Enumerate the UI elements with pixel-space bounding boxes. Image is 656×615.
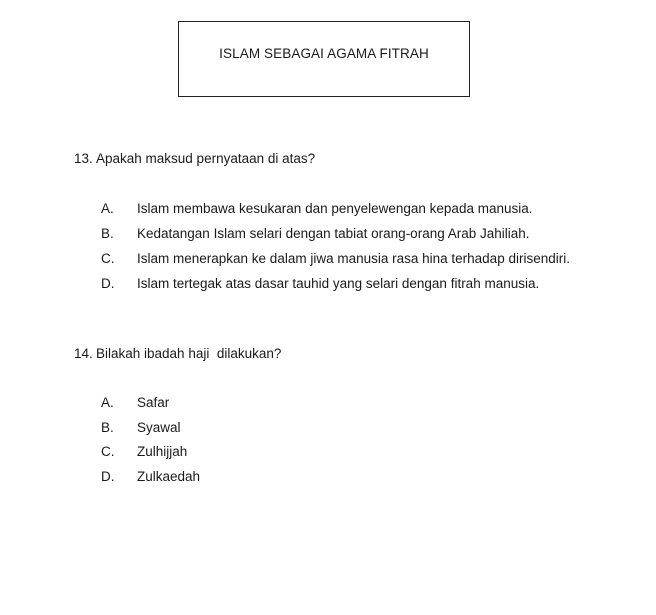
title-box xyxy=(178,21,470,97)
question-text: Bilakah ibadah haji dilakukan? xyxy=(96,346,282,361)
option-14-d[interactable] xyxy=(101,469,200,484)
option-text: Islam tertegak atas dasar tauhid yang selari dengan fitrah manusia. xyxy=(137,276,540,291)
page-title: ISLAM SEBAGAI AGAMA FITRAH xyxy=(219,46,429,61)
option-13-b[interactable] xyxy=(101,226,530,241)
question-number: 14. xyxy=(74,346,93,361)
option-letter: D. xyxy=(101,276,115,291)
option-13-a[interactable] xyxy=(101,201,533,216)
option-14-a[interactable] xyxy=(101,395,169,410)
option-letter: C. xyxy=(101,251,115,266)
question-text: Apakah maksud pernyataan di atas? xyxy=(96,151,316,166)
option-13-d[interactable] xyxy=(101,276,539,291)
option-text: Zulkaedah xyxy=(137,469,201,484)
option-text: Syawal xyxy=(137,420,181,435)
option-14-c[interactable] xyxy=(101,444,187,459)
option-text: Zulhijjah xyxy=(137,444,188,459)
option-letter: A. xyxy=(101,201,114,216)
option-letter: B. xyxy=(101,226,114,241)
option-13-c[interactable] xyxy=(101,251,570,266)
option-text: Islam menerapkan ke dalam jiwa manusia rasa hina terhadap dirisendiri. xyxy=(137,251,570,266)
option-letter: D. xyxy=(101,469,115,484)
question-13 xyxy=(74,151,315,166)
option-text: Islam membawa kesukaran dan penyelewengan kepada manusia. xyxy=(137,201,533,216)
option-text: Safar xyxy=(137,395,170,410)
question-number: 13. xyxy=(74,151,93,166)
question-14 xyxy=(74,346,281,361)
option-text: Kedatangan Islam selari dengan tabiat orang-orang Arab Jahiliah. xyxy=(137,226,530,241)
option-14-b[interactable] xyxy=(101,420,181,435)
option-letter: A. xyxy=(101,395,114,410)
option-letter: C. xyxy=(101,444,115,459)
option-letter: B. xyxy=(101,420,114,435)
